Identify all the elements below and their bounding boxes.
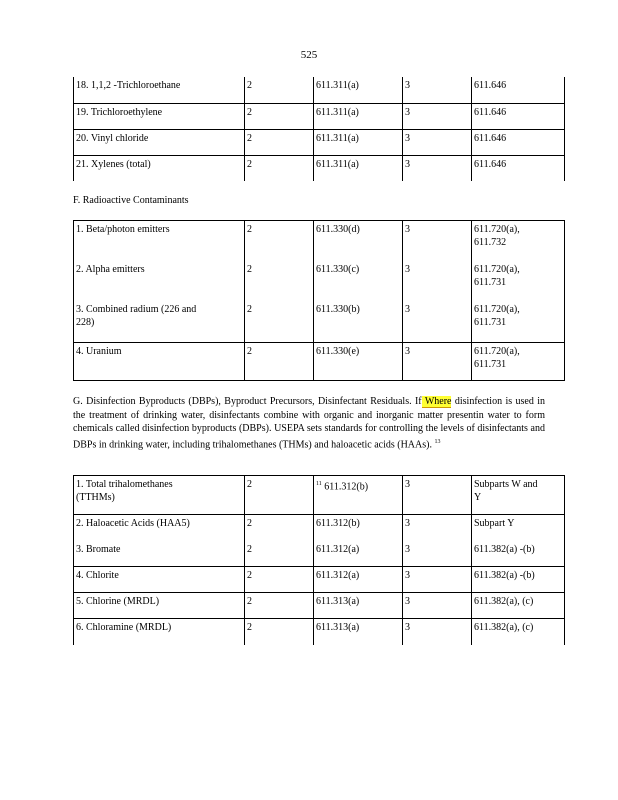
cell-reference: 611.382(a) -(b) — [472, 541, 565, 567]
ref-line2: Y — [474, 492, 482, 503]
table-row — [74, 77, 565, 103]
cell-reference: 611.646 — [472, 103, 565, 129]
cell-col4: 3 — [403, 221, 472, 261]
ref-line1: Subparts W and — [474, 479, 538, 490]
table-row — [74, 515, 565, 541]
section-text: 611.312(b) — [324, 481, 369, 493]
cell-col4: 3 — [403, 619, 472, 645]
table-row — [74, 103, 565, 129]
cell-col2: 2 — [245, 515, 314, 541]
cell-reference: 611.382(a) -(b) — [472, 567, 565, 593]
cell-section: 611.312(b) — [314, 515, 403, 541]
cell-section — [314, 476, 403, 515]
cell-contaminant — [74, 301, 245, 343]
cell-col2: 2 — [245, 476, 314, 515]
cell-col4: 3 — [403, 476, 472, 515]
cell-col4: 3 — [403, 593, 472, 619]
ref-line1: 611.720(a), — [474, 346, 520, 357]
section-heading-radioactive: F. Radioactive Contaminants — [73, 195, 189, 206]
cell-col2: 2 — [245, 261, 314, 301]
table-row — [74, 541, 565, 567]
cell-col2: 2 — [245, 129, 314, 155]
contaminant-line2: (TTHMs) — [76, 492, 115, 503]
cell-contaminant — [74, 476, 245, 515]
cell-col2: 2 — [245, 77, 314, 103]
cell-col2: 2 — [245, 103, 314, 129]
table-row — [74, 343, 565, 381]
cell-col4: 3 — [403, 103, 472, 129]
table-row — [74, 301, 565, 343]
table-row — [74, 567, 565, 593]
contaminant-line1: 1. Total trihalomethanes — [76, 479, 173, 490]
cell-col4: 3 — [403, 77, 472, 103]
table-disinfection — [73, 475, 565, 645]
cell-col2: 2 — [245, 343, 314, 381]
cell-reference: Subpart Y — [472, 515, 565, 541]
table-volatile-organics — [73, 77, 565, 181]
cell-reference — [472, 261, 565, 301]
cell-col2: 2 — [245, 567, 314, 593]
ref-line1: 611.720(a), — [474, 303, 520, 315]
table-row — [74, 619, 565, 645]
cell-reference: 611.382(a), (c) — [472, 593, 565, 619]
table-row — [74, 593, 565, 619]
cell-contaminant: 19. Trichloroethylene — [74, 103, 245, 129]
page-number: 525 — [300, 49, 318, 61]
cell-contaminant: 4. Chlorite — [74, 567, 245, 593]
cell-col4: 3 — [403, 515, 472, 541]
highlighted-where: Where — [421, 396, 452, 407]
cell-contaminant: 2. Alpha emitters — [74, 261, 245, 301]
cell-section: 611.311(a) — [314, 103, 403, 129]
cell-col4: 3 — [403, 541, 472, 567]
cell-col2: 2 — [245, 593, 314, 619]
footnote-marker: 13 — [434, 438, 441, 445]
cell-reference — [472, 301, 565, 343]
cell-col4: 3 — [403, 301, 472, 343]
cell-section: 611.311(a) — [314, 77, 403, 103]
cell-col4: 3 — [403, 343, 472, 381]
cell-contaminant: 18. 1,1,2 -Trichloroethane — [74, 77, 245, 103]
cell-contaminant: 1. Beta/photon emitters — [74, 221, 245, 261]
ref-line2: 611.731 — [474, 359, 507, 370]
cell-contaminant: 6. Chloramine (MRDL) — [74, 619, 245, 645]
cell-section: 611.312(a) — [314, 567, 403, 593]
cell-section: 611.313(a) — [314, 593, 403, 619]
cell-section: 611.330(e) — [314, 343, 403, 381]
table-row — [74, 129, 565, 155]
ref-line1: 611.720(a), — [474, 224, 520, 235]
cell-reference — [472, 343, 565, 381]
cell-contaminant: 2. Haloacetic Acids (HAA5) — [74, 515, 245, 541]
cell-contaminant: 20. Vinyl chloride — [74, 129, 245, 155]
cell-reference: 611.646 — [472, 77, 565, 103]
cell-section: 611.311(a) — [314, 129, 403, 155]
ref-line2: 611.732 — [474, 237, 507, 248]
section-g-paragraph — [73, 395, 545, 451]
cell-reference: 611.646 — [472, 155, 565, 181]
cell-section: 611.330(c) — [314, 261, 403, 301]
ref-line2: 611.731 — [474, 316, 507, 328]
table-radioactive — [73, 220, 565, 381]
ref-line2: 611.731 — [474, 276, 507, 288]
cell-col2: 2 — [245, 221, 314, 261]
table-row — [74, 261, 565, 301]
cell-reference — [472, 221, 565, 261]
cell-contaminant: 21. Xylenes (total) — [74, 155, 245, 181]
contaminant-line2: 228) — [76, 316, 95, 328]
cell-contaminant: 4. Uranium — [74, 343, 245, 381]
cell-section: 611.311(a) — [314, 155, 403, 181]
cell-col2: 2 — [245, 301, 314, 343]
cell-section: 611.330(b) — [314, 301, 403, 343]
cell-col2: 2 — [245, 541, 314, 567]
cell-reference — [472, 476, 565, 515]
cell-col2: 2 — [245, 155, 314, 181]
cell-section: 611.313(a) — [314, 619, 403, 645]
para-part2: disinfection is used in the treatment of drinking water, disinfectants combine with organic and inorganic matter presentin water to form chemicals called disinfection byproducts (DBPs). USEPA sets standards for controlling the levels of disinfectants and DBPs in drinking water, including trihalomethanes (THMs) and haloacetic acids (HAAs). — [73, 396, 545, 450]
cell-contaminant: 3. Bromate — [74, 541, 245, 567]
cell-section: 611.312(a) — [314, 541, 403, 567]
cell-col4: 3 — [403, 567, 472, 593]
cell-contaminant: 5. Chlorine (MRDL) — [74, 593, 245, 619]
table-row — [74, 221, 565, 261]
cell-reference: 611.646 — [472, 129, 565, 155]
cell-col4: 3 — [403, 155, 472, 181]
contaminant-line1: 3. Combined radium (226 and — [76, 303, 197, 315]
cell-col4: 3 — [403, 129, 472, 155]
table-row — [74, 155, 565, 181]
ref-line1: 611.720(a), — [474, 263, 520, 275]
cell-reference: 611.382(a), (c) — [472, 619, 565, 645]
cell-col4: 3 — [403, 261, 472, 301]
table-row — [74, 476, 565, 515]
cell-section: 611.330(d) — [314, 221, 403, 261]
footnote-marker: 11 — [316, 481, 322, 487]
para-part1: G. Disinfection Byproducts (DBPs), Byproduct Precursors, Disinfectant Residuals. If — [73, 396, 422, 407]
cell-col2: 2 — [245, 619, 314, 645]
